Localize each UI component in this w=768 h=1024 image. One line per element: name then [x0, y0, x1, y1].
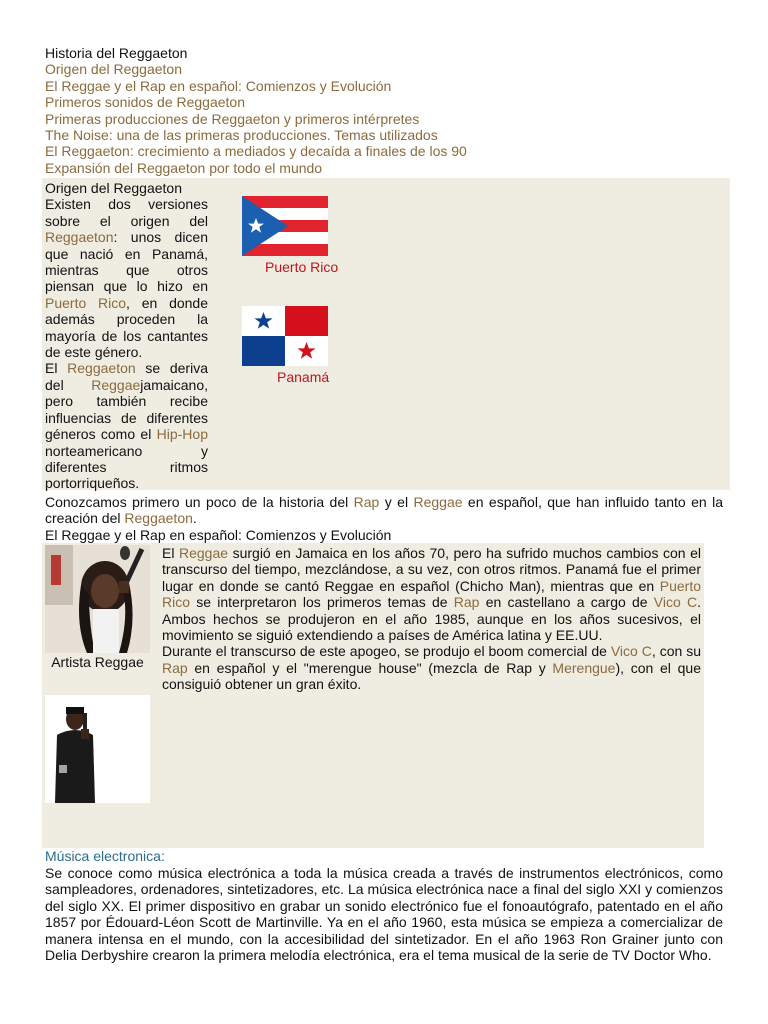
toc-link-expansion[interactable]: Expansión del Reggaeton por todo el mundo [45, 159, 323, 176]
reggae-rap-heading: El Reggae y el Rap en español: Comienzos y Evolución [45, 527, 392, 543]
link-rap[interactable]: Rap [453, 594, 480, 611]
electronica-paragraph: Se conoce como música electrónica a toda la música creada a través de instrumentos electrónicos, como sampleadores, ordenadores, sintetizadores, etc. La música electrónica nace a final del siglo XXI y comienzos del siglo XX. El primer dispositivo en grabar un sonido electrónico fue el fonoautógrafo, patentado en el año 1857 por Édouard-Léon Scott de Martinville. Ya en el año 1960, esta música se empieza a comercializar de manera intensa en el mundo, con la accesibilidad del sintetizador. En el año 1963 Ron Grainer junto con Delia Derbyshire crearon la primera melodía electrónica, era el tema musical de la serie de TV Doctor Who. [45, 865, 723, 964]
reggae-artist-photo [45, 545, 150, 653]
link-rap[interactable]: Rap [353, 494, 380, 510]
origen-paragraph-2: El Reggaeton se deriva del Reggaejamaicano, pero también recibe influencias de diferentes géneros como el Hip-Hop norteamericano y diferentes ritmos portorriqueños. [45, 360, 208, 492]
toc-link-reggae-rap[interactable]: El Reggae y el Rap en español: Comienzos y Evolución [45, 77, 392, 94]
link-reggaeton[interactable]: Reggaeton [45, 229, 114, 246]
link-puerto-rico[interactable]: Puerto Rico [162, 577, 701, 611]
toc-link-primeros-sonidos[interactable]: Primeros sonidos de Reggaeton [45, 94, 246, 111]
link-hip-hop[interactable]: Hip-Hop [156, 426, 208, 443]
intro-paragraph: Conozcamos primero un poco de la historia del Rap y el Reggae en español, que han influido tanto en la creación del Reggaeton. [45, 494, 723, 527]
link-puerto-rico[interactable]: Puerto Rico [45, 294, 127, 311]
toc-link-crecimiento[interactable]: El Reggaeton: crecimiento a mediados y decaída a finales de los 90 [45, 143, 467, 160]
panama-caption: Panamá [277, 369, 330, 385]
table-of-contents [45, 45, 725, 176]
origen-heading: Origen del Reggaeton [45, 180, 182, 196]
toc-title: Historia del Reggaeton [45, 45, 188, 61]
link-reggaeton[interactable]: Reggaeton [124, 510, 193, 527]
reggae-rap-paragraph-2: Durante el transcurso de este apogeo, se produjo el boom comercial de Vico C, con su Rap en español y el "merengue house" (mezcla de Rap y Merengue), con el que consiguió obtener un gran éxito. [162, 643, 701, 693]
puerto-rico-flag-image [242, 196, 328, 256]
toc-link-primeras-producciones[interactable]: Primeras producciones de Reggaeton y primeros intérpretes [45, 110, 420, 127]
toc-link-the-noise[interactable]: The Noise: una de las primeras producciones. Temas utilizados [45, 127, 438, 144]
link-reggae[interactable]: Reggae [91, 376, 141, 393]
puerto-rico-caption: Puerto Rico [265, 259, 339, 275]
link-vico-c[interactable]: Vico C [610, 643, 652, 660]
link-reggaeton[interactable]: Reggaeton [67, 360, 136, 377]
reggae-rap-paragraph-1: El Reggae surgió en Jamaica en los años 70, pero ha sufrido muchos cambios con el transcurso del tiempo, mezclándose, a su vez, con otros ritmos. Panamá fue el primer lugar en donde se cantó Reggae en español (Chicho Man), mientras que en Puerto Rico se interpretaron los primeros temas de Rap en castellano a cargo de Vico C. Ambos hechos se produjeron en el año 1985, aunque en los años sucesivos, el movimiento se siguió extendiendo a países de América latina y EE.UU. [162, 545, 702, 644]
link-vico-c[interactable]: Vico C [653, 594, 698, 611]
link-rap[interactable]: Rap [162, 659, 188, 676]
origen-text-column [45, 180, 208, 492]
panama-flag-image [242, 306, 328, 366]
rap-artist-photo [45, 695, 150, 803]
link-reggae[interactable]: Reggae [179, 545, 229, 561]
link-reggae[interactable]: Reggae [413, 494, 463, 510]
reggae-rap-text [162, 545, 701, 693]
link-merengue[interactable]: Merengue [552, 659, 616, 676]
reggae-artist-caption: Artista Reggae [51, 654, 144, 670]
origen-paragraph-1: Existen dos versiones sobre el origen del Reggaeton: unos dicen que nació en Panamá, mientras que otros piensan que lo hizo en Puerto Rico, en donde además proceden la mayoría de los cantantes de este género. [45, 196, 208, 361]
electronica-heading: Música electronica: [45, 848, 165, 864]
toc-link-origen[interactable]: Origen del Reggaeton [45, 61, 182, 78]
